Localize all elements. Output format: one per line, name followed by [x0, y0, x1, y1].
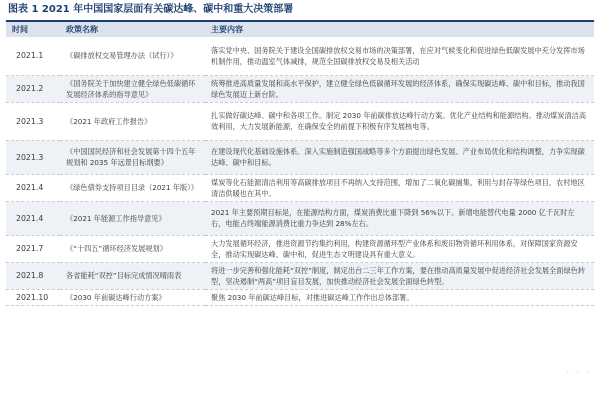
content-cell: 扎实做好碳达峰、碳中和各项工作。制定 2030 年前碳排放达峰行动方案。优化产业结构和能源结构。推动煤炭清洁高效利用，大力发展新能源，在确保安全的前提下积极有序发展核电等。	[205, 102, 594, 140]
header-content: 主要内容	[205, 22, 594, 37]
policy-cell: 各省能耗“双控”目标完成情况晴雨表	[60, 262, 205, 289]
content-cell: 聚焦 2030 年前碳达峰目标，对推进碳达峰工作作出总体部署。	[205, 289, 594, 305]
header-policy: 政策名称	[60, 22, 205, 37]
table-row	[6, 289, 594, 305]
table-body	[6, 37, 594, 305]
policy-cell: 《国务院关于加快建立健全绿色低碳循环发展经济体系的指导意见》	[60, 75, 205, 102]
date-cell: 2021.2	[6, 75, 60, 102]
date-cell: 2021.7	[6, 235, 60, 262]
date-cell: 2021.4	[6, 174, 60, 201]
table-row	[6, 102, 594, 140]
policy-cell: 《绿色债券支持项目目录（2021 年版）》	[60, 174, 205, 201]
watermark: · · ·	[566, 367, 592, 378]
content-cell: 统筹推进高质量发展和高水平保护，建立健全绿色低碳循环发展的经济体系，确保实现碳达峰、碳中和目标，推动我国绿色发展迈上新台阶。	[205, 75, 594, 102]
table-row	[6, 201, 594, 235]
date-cell: 2021.4	[6, 201, 60, 235]
table-row	[6, 75, 594, 102]
policy-cell: 《2030 年前碳达峰行动方案》	[60, 289, 205, 305]
table-row	[6, 140, 594, 174]
header-time: 时间	[6, 22, 60, 37]
content-cell: 落实党中央、国务院关于建设全国碳排放权交易市场的决策部署，在应对气候变化和促进绿色低碳发展中充分发挥市场机制作用，推动温室气体减排，规范全国碳排放权交易及相关活动	[205, 37, 594, 75]
table-row	[6, 235, 594, 262]
content-cell: 大力发展循环经济，推进资源节约集约利用，构建资源循环型产业体系和废旧物资循环利用体系，对保障国家资源安全，推动实现碳达峰、碳中和，促进生态文明建设具有重大意义。	[205, 235, 594, 262]
policy-cell: 《2021 年能源工作指导意见》	[60, 201, 205, 235]
date-cell: 2021.3	[6, 140, 60, 174]
content-cell: 将进一步完善和强化能耗“双控”制度，制定出台二三年工作方案，要在推动高质量发展中促进经济社会发展全面绿色转型，坚决遏制“两高”项目盲目发展，加快推动经济社会发展全面绿色转型。	[205, 262, 594, 289]
policy-cell: 《“十四五”循环经济发展规划》	[60, 235, 205, 262]
table-row	[6, 174, 594, 201]
table-row	[6, 37, 594, 75]
policy-cell: 《2021 年政府工作报告》	[60, 102, 205, 140]
content-cell: 2021 年主要预期目标是，在能源结构方面，煤炭消费比重下降到 56%以下。新增电能替代电量 2000 亿千瓦时左右，电能占终端能源消费比重力争达到 28%左右。	[205, 201, 594, 235]
policy-cell: 《碳排放权交易管理办法（试行）》	[60, 37, 205, 75]
table-header-row	[6, 22, 594, 37]
table-row	[6, 262, 594, 289]
policy-cell: 《中国国民经济和社会发展第十四个五年规划和 2035 年远景目标纲要》	[60, 140, 205, 174]
date-cell: 2021.10	[6, 289, 60, 305]
figure-title: 图表 1 2021 年中国国家层面有关碳达峰、碳中和重大决策部署	[6, 0, 594, 22]
date-cell: 2021.1	[6, 37, 60, 75]
policy-table	[6, 22, 594, 306]
content-cell: 在建设现代化基础设施体系、深入实施制造强国战略等多个方面提出绿色发展、产业布局优化和结构调整，力争实现碳达峰、碳中和目标。	[205, 140, 594, 174]
date-cell: 2021.3	[6, 102, 60, 140]
date-cell: 2021.8	[6, 262, 60, 289]
content-cell: 煤炭等化石能源清洁利用等高碳排放项目不再纳入支持范围，增加了二氧化碳捕集、利用与封存等绿色项目，农村地区清洁供暖也在其中。	[205, 174, 594, 201]
